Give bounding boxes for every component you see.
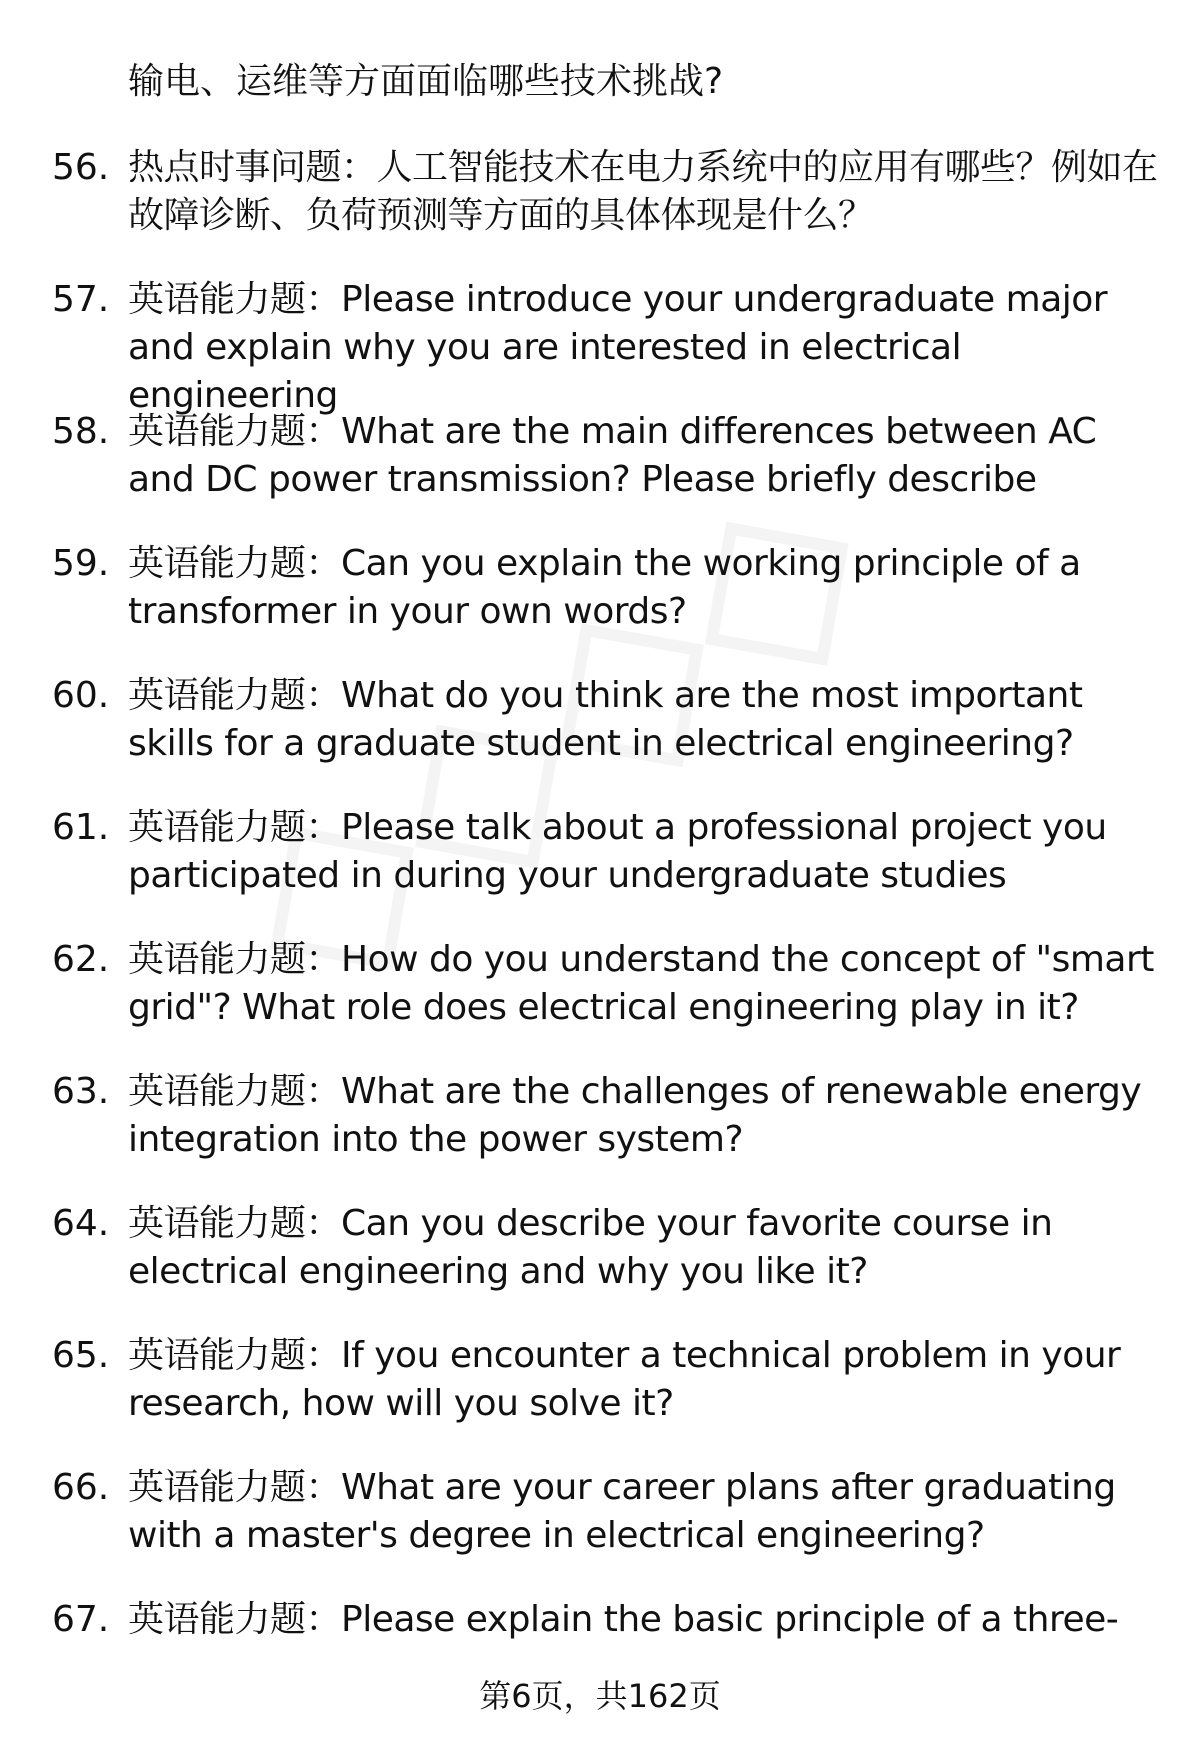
question-62 [0, 936, 1200, 1028]
question-number: 67. [52, 1599, 110, 1640]
question-text: 英语能力题：What do you think are the most important skills for a graduate student in electrical engineering? [128, 675, 1083, 764]
question-64 [0, 1200, 1200, 1292]
question-number: 57. [52, 279, 110, 320]
question-number: 56. [52, 147, 110, 188]
question-number: 65. [52, 1335, 110, 1376]
question-number: 59. [52, 543, 110, 584]
question-58 [0, 408, 1200, 500]
question-text: 英语能力题：Please talk about a professional project you participated in during your undergraduate studies [128, 807, 1107, 896]
question-number: 63. [52, 1071, 110, 1112]
question-66 [0, 1464, 1200, 1556]
question-number: 66. [52, 1467, 110, 1508]
question-60 [0, 672, 1200, 764]
question-text: 英语能力题：Can you describe your favorite course in electrical engineering and why you like it? [128, 1203, 1053, 1292]
question-text: 英语能力题：How do you understand the concept of "smart grid"? What role does electrical engineering play in it? [128, 939, 1154, 1028]
question-text: 英语能力题：Please introduce your undergraduate major and explain why you are interested in electrical engineering [128, 279, 1108, 416]
question-number: 62. [52, 939, 110, 980]
question-text: 英语能力题：Please explain the basic principle of a three- [128, 1599, 1119, 1640]
question-text: 英语能力题：If you encounter a technical problem in your research, how will you solve it? [128, 1335, 1121, 1424]
continued-question-text: 输电、运维等方面面临哪些技术挑战? [128, 61, 724, 102]
question-text: 英语能力题：Can you explain the working principle of a transformer in your own words? [128, 543, 1081, 632]
question-text: 英语能力题：What are the main differences between AC and DC power transmission? Please briefly describe [128, 411, 1097, 500]
question-number: 64. [52, 1203, 110, 1244]
question-text: 英语能力题：What are your career plans after graduating with a master's degree in electrical engineering? [128, 1467, 1116, 1556]
question-63 [0, 1068, 1200, 1160]
question-number: 61. [52, 807, 110, 848]
question-text: 热点时事问题：人工智能技术在电力系统中的应用有哪些？例如在故障诊断、负荷预测等方面的具体体现是什么？ [128, 147, 1158, 236]
question-list [0, 144, 1200, 1728]
question-56 [0, 144, 1200, 236]
question-number: 58. [52, 411, 110, 452]
page-footer: 第6页，共162页 [479, 1677, 721, 1715]
question-57 [0, 276, 1200, 416]
question-number: 60. [52, 675, 110, 716]
question-61 [0, 804, 1200, 896]
question-59 [0, 540, 1200, 632]
question-text: 英语能力题：What are the challenges of renewable energy integration into the power system? [128, 1071, 1142, 1160]
question-67 [0, 1596, 1200, 1680]
question-65 [0, 1332, 1200, 1424]
